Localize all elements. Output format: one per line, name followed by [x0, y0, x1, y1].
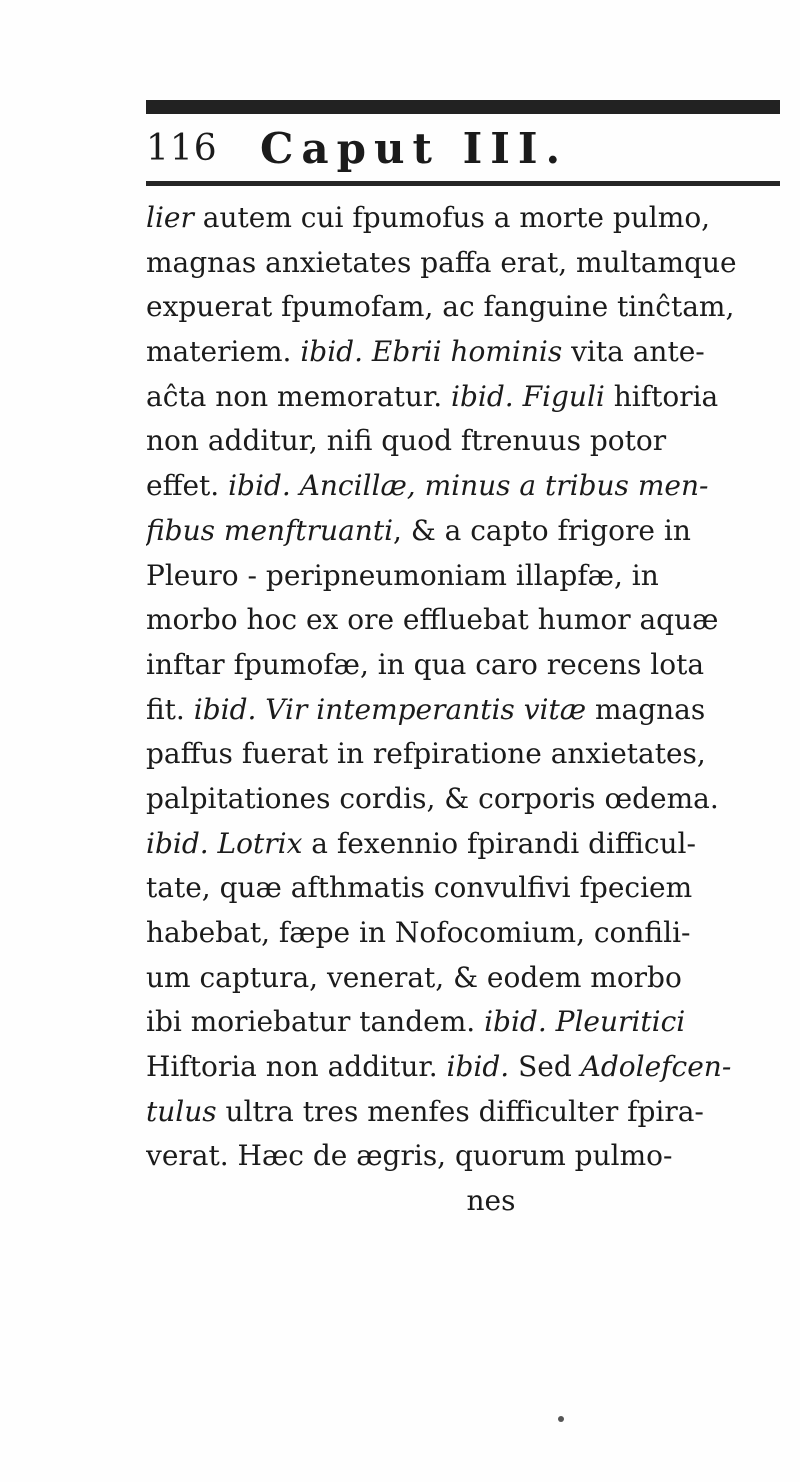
text-line [146, 330, 796, 375]
running-head: Caput III. [260, 124, 569, 173]
text-segment: morbo hoc ex ore effluebat humor aquæ [146, 603, 719, 637]
text-line [146, 1090, 796, 1135]
text-segment: inftar fpumofæ, in qua caro recens lota [146, 647, 705, 681]
ink-speck [558, 1416, 564, 1422]
text-segment: habebat, fæpe in Nofocomium, confili- [146, 916, 691, 949]
text-segment: , & a capto frigore in [393, 513, 691, 547]
text-segment: effet. [146, 469, 229, 503]
text-segment: paffus fuerat in refpiratione anxietates, [146, 737, 706, 771]
text-segment: non additur, nifi quod ftrenuus potor [146, 424, 667, 458]
text-line [146, 911, 796, 956]
text-segment: vita ante- [562, 335, 705, 369]
text-segment: hiftoria [604, 379, 719, 413]
italic-segment: lier [146, 201, 194, 234]
page-number: 116 [146, 128, 218, 169]
text-line [146, 956, 796, 1001]
text-segment: palpitationes cordis, & corporis œdema. [146, 781, 719, 815]
italic-segment: ibid. Ebrii hominis [300, 335, 563, 369]
text-segment: ibi moriebatur tandem. [146, 1005, 485, 1039]
italic-segment: ibid. Pleuritici [484, 1005, 686, 1039]
text-line [146, 777, 796, 822]
text-segment: magnas anxietates paffa erat, multamque [146, 245, 737, 279]
text-segment: a fexennio fpirandi difficul- [302, 826, 696, 860]
text-segment: autem cui fpumofus a morte pulmo, [193, 201, 711, 234]
italic-segment: ibid. [446, 1050, 510, 1084]
text-segment: Sed [509, 1050, 581, 1084]
text-line [146, 688, 796, 733]
italic-segment: fibus menftruanti [146, 513, 394, 547]
italic-segment: ibid. Lotrix [146, 826, 303, 860]
text-line [146, 554, 796, 599]
text-line [146, 375, 796, 420]
text-line [146, 732, 796, 777]
text-segment: Pleuro - peripneumoniam illapfæ, in [146, 558, 659, 592]
text-line [146, 822, 796, 867]
italic-segment: tulus [146, 1094, 217, 1128]
text-segment: expuerat fpumofam, ac fanguine tinĉtam, [146, 290, 735, 324]
text-line [146, 464, 796, 509]
text-segment: verat. Hæc de ægris, quorum pulmo- [146, 1139, 673, 1173]
text-line [146, 419, 796, 464]
text-line [146, 598, 796, 643]
text-segment: um captura, venerat, & eodem morbo [146, 960, 682, 994]
italic-segment: ibid. Ancillæ, minus a tribus men- [228, 469, 709, 503]
italic-segment: Adolefcen- [580, 1050, 732, 1084]
italic-segment: ibid. Vir intemperantis vitæ [193, 692, 587, 726]
text-line [146, 1045, 796, 1090]
text-line [146, 643, 796, 688]
text-line [146, 1134, 796, 1179]
body-text [146, 196, 796, 1224]
text-line [146, 196, 796, 241]
text-segment: magnas [586, 692, 706, 726]
text-segment: fit. [146, 692, 194, 726]
text-segment: materiem. [146, 335, 301, 369]
header-top-rule [146, 100, 780, 114]
text-line [146, 509, 796, 554]
text-segment: Hiftoria non additur. [146, 1050, 447, 1084]
text-line [146, 241, 796, 286]
text-line [146, 1179, 796, 1224]
header-bottom-rule [146, 181, 780, 186]
page-header [146, 124, 796, 178]
italic-segment: ibid. Figuli [451, 379, 605, 413]
text-segment: ultra tres menfes difficulter fpira- [216, 1094, 704, 1128]
text-line [146, 285, 796, 330]
text-segment: aĉta non memoratur. [146, 379, 452, 413]
text-segment: nes [466, 1184, 516, 1218]
text-line [146, 866, 796, 911]
text-segment: tate, quæ afthmatis convulfivi fpeciem [146, 871, 693, 905]
text-line [146, 1000, 796, 1045]
